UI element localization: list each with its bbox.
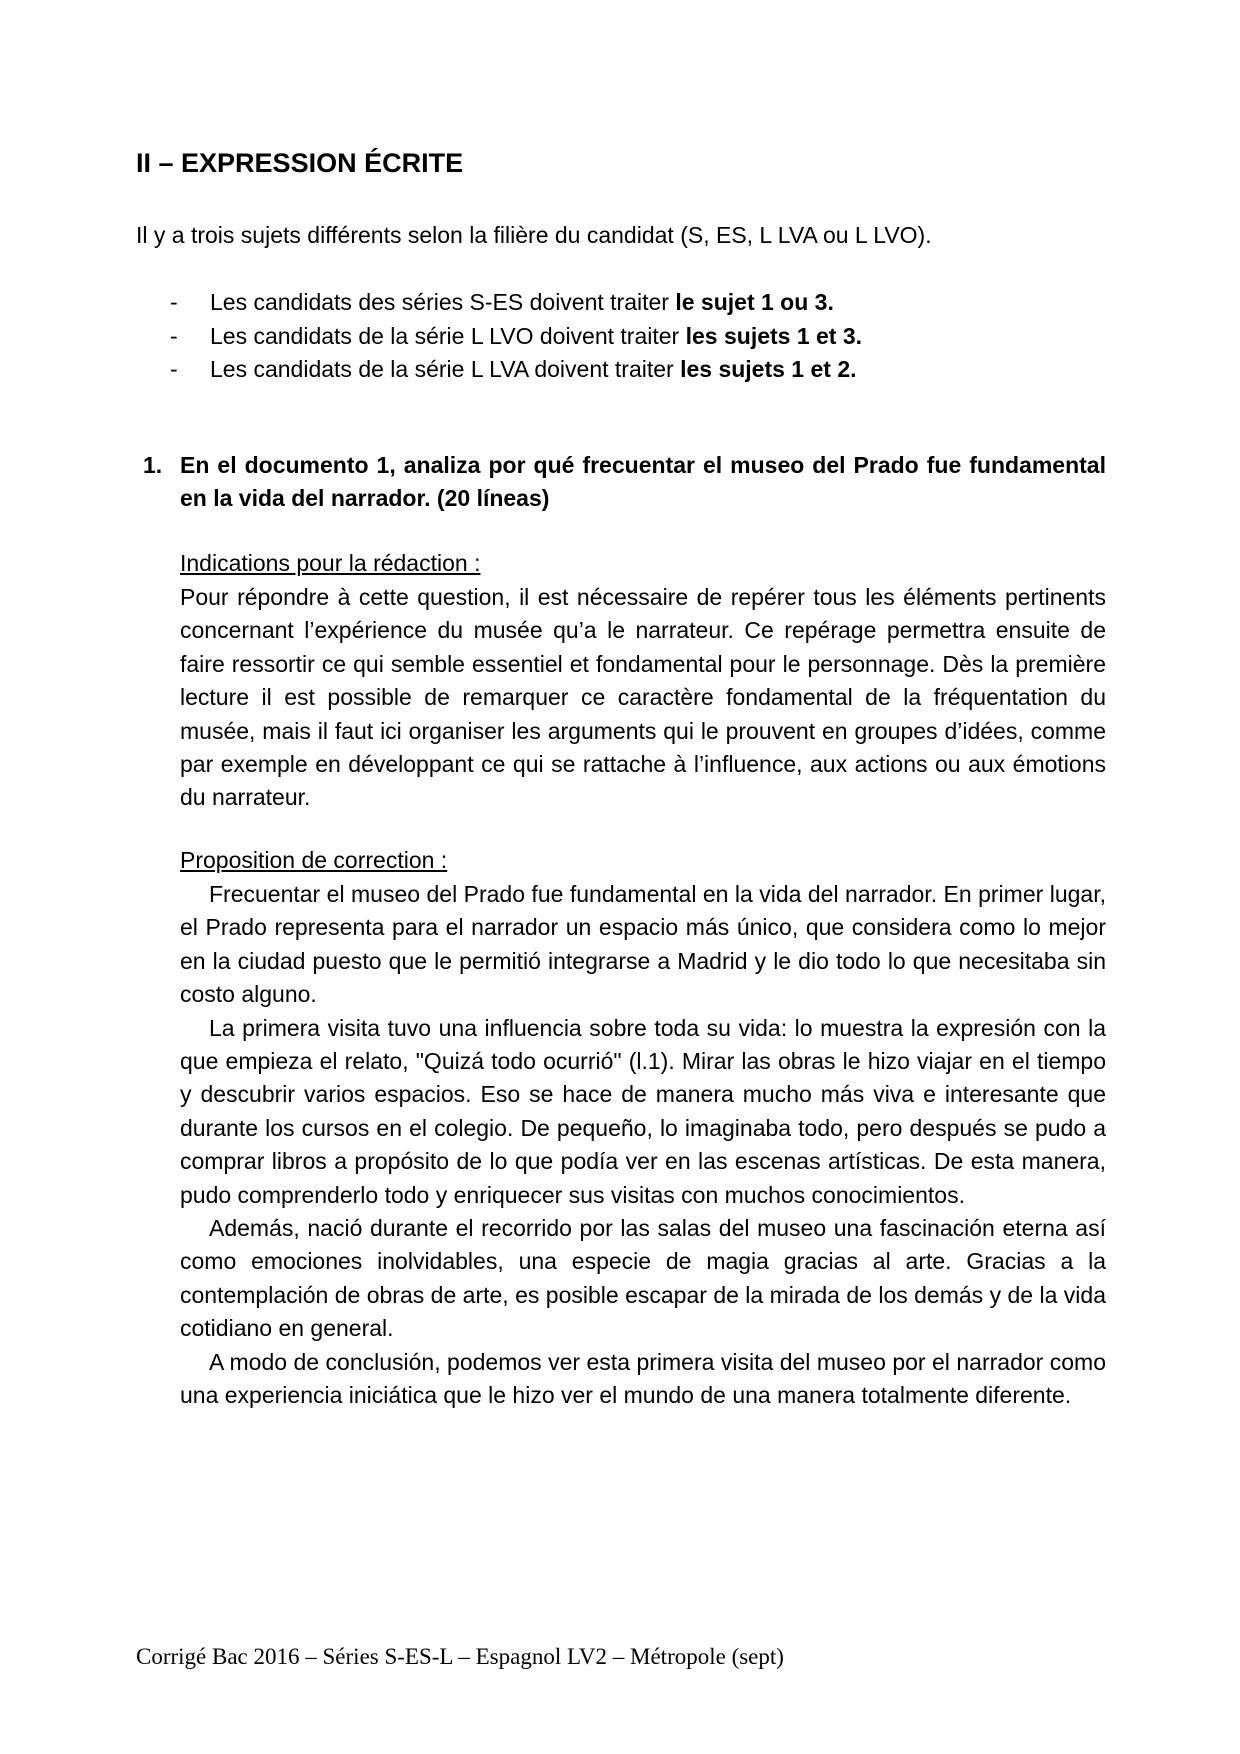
list-dash: -	[170, 322, 178, 349]
rule-text: Les candidats de la série L LVA doivent traiter	[210, 356, 681, 382]
rule-bold: les sujets 1 et 3.	[685, 322, 863, 349]
list-dash: -	[170, 289, 178, 315]
proposition-paragraph: A modo de conclusión, podemos ver esta primera visita del museo por el narrador como una experiencia iniciática que le hizo ver el mundo de una manera totalmente diferente.	[180, 1348, 1106, 1409]
proposition-paragraph: Además, nació durante el recorrido por las salas del museo una fascinación eterna así como emociones inolvidables, una especie de magia gracias al arte. Gracias a la contemplación de obras de arte, es posible escapar de la mirada de los demás y de la vida cotidiano en general.	[180, 1215, 1106, 1342]
intro-text: Il y a trois sujets différents selon la filière du candidat (S, ES, L LVA ou L LVO).	[136, 222, 932, 248]
list-item	[170, 286, 862, 320]
proposition-paragraph: La primera visita tuvo una influencia sobre toda su vida: lo muestra la expresión con la que empieza el relato, "Quizá todo ocurrió" (l.1). Mirar las obras le hizo viajar en el tiempo y descubrir varios espacios. Eso se hace de manera mucho más viva e interesante que durante los cursos en el colegio. De pequeño, lo imaginaba todo, pero después se pudo a comprar libros a propósito de lo que podía ver en las escenas artísticas. De esta manera, pudo comprenderlo todo y enriquecer sus visitas con muchos conocimientos.	[180, 1014, 1106, 1208]
indications-text: Pour répondre à cette question, il est nécessaire de repérer tous les éléments pertinents concernant l’expérience du musée qu’a le narrateur. Ce repérage permettra ensuite de faire ressortir ce qui semble essentiel et fondamental pour le personnage. Dès la première lecture il est possible de remarquer ce caractère fondamental de la fréquentation du musée, mais il faut ici organiser les arguments qui le prouvent en groupes d’idées, comme par exemple en développant ce qui se rattache à l’influence, aux actions ou aux émotions du narrateur.	[180, 584, 1106, 811]
section-title: II – EXPRESSION ÉCRITE	[136, 148, 464, 178]
rule-text: Les candidats de la série L LVO doivent traiter	[210, 322, 686, 349]
page-footer: Corrigé Bac 2016 – Séries S-ES-L – Espagnol LV2 – Métropole (sept)	[136, 1644, 784, 1669]
question-text: En el documento 1, analiza por qué frecuentar el museo del Prado fue fundamental en la vida del narrador. (20 líneas)	[180, 452, 1106, 511]
rule-bold: le sujet 1 ou 3.	[675, 289, 834, 315]
rule-text: Les candidats des séries S-ES doivent traiter	[210, 289, 676, 315]
proposition-paragraph: Frecuentar el museo del Prado fue fundamental en la vida del narrador. En primer lugar, el Prado representa para el narrador un espacio más único, que considera como lo mejor en la ciudad puesto que le permitió integrarse a Madrid y le dio todo lo que necesitaba sin costo alguno.	[180, 881, 1106, 1008]
list-item	[170, 353, 862, 387]
question-number: 1.	[143, 452, 163, 478]
rule-bold: les sujets 1 et 2.	[680, 356, 857, 382]
proposition-heading: Proposition de correction :	[180, 847, 448, 873]
proposition-body	[180, 878, 1106, 1413]
list-item	[170, 320, 862, 354]
indications-heading: Indications pour la rédaction :	[180, 550, 481, 576]
question-1	[143, 449, 1106, 515]
list-dash: -	[170, 356, 178, 382]
candidate-rules-list	[170, 286, 862, 387]
